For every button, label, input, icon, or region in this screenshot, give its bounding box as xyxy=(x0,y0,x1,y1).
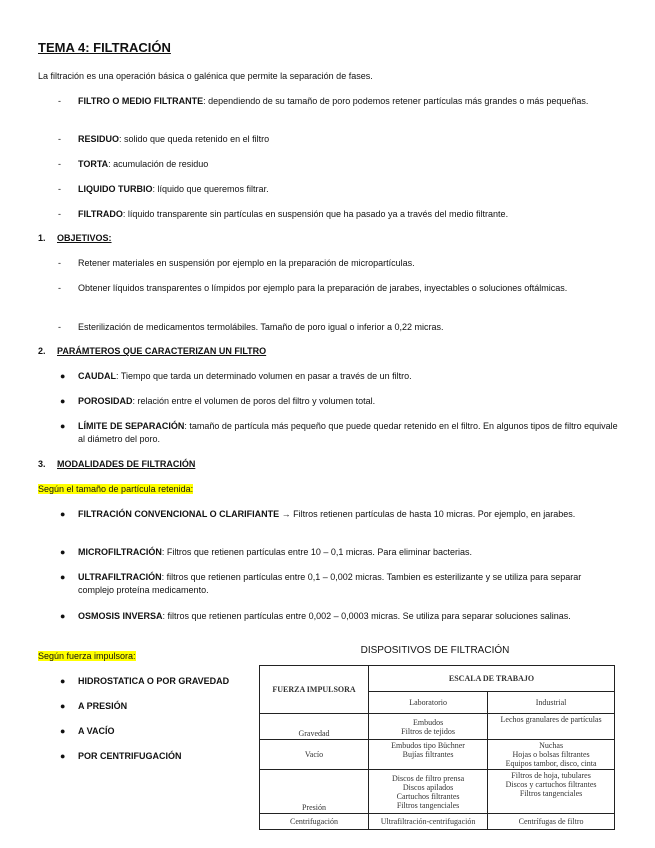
bullet-marker: ● xyxy=(60,396,66,406)
definition-term: RESIDUO xyxy=(78,134,120,144)
dash-marker: - xyxy=(58,322,61,332)
document-page: TEMA 4: FILTRACIÓN La filtración es una operación básica o galénica que permite la separación de fases. - FILTRO O MEDIO FILTRANTE: dependiendo de su tamaño de poro podemos retener partículas más grandes o más pequeñas. - RESIDUO: solido que queda retenido en el filtro - TORTA: acumulación de residuo - LIQUIDO TURBIO: líquido que queremos filtrar. - FILTRADO: líquido transparente sin partículas en suspensión que ha pasado ya a través del medio filtrante. 1. OBJETIVOS: - Retener materiales en suspensión por ejemplo en la preparación de micropartículas. - Obtener líquidos transparentes o límpidos por ejemplo para la preparación de jarabes, inyectables o soluciones oftálmicas. - Esterilización de medicamentos termolábiles. Tamaño de poro igual o inferior a 0,22 micras. 2. PARÁMTEROS QUE CARACTERIZAN UN FILTRO ● CAUDAL: Tiempo que tarda un determinado volumen en pasar a través de un filtro. ● POROSIDAD: relación entre el volumen de poros del filtro y volumen total. ● LÍMITE DE SEPARACIÓN: tamaño de partícula más pequeño que puede quedar retenido en el filtro. En algunos tipos de filtro equivale al diámetro del poro. 3. MODALIDADES DE FILTRACIÓN Según el tamaño de partícula retenida: ● FILTRACIÓN CONVENCIONAL O CLARIFIANTE → Filtros retienen partículas de hasta 10 micras. Por ejemplo, en jarabes. ● MICROFILTRACIÓN: Filtros que retienen partículas entre 10 – 0,1 micras. Para eliminar bacterias. ● ULTRAFILTRACIÓN: filtros que retienen partículas entre 0,1 – 0,002 micras. Tambien es esterilizante y se utiliza para separar complejo proteína medicamento. ● OSMOSIS INVERSA: filtros que retienen partículas entre 0,002 – 0,0003 micras. Se utiliza para separar soluciones salinas. Según fuerza impulsora: ● HIDROSTATICA O POR GRAVEDAD ● A PRESIÓN ● A VACÍO ● POR CENTRIFUGACIÓN DISPOSITIVOS DE FILTRACIÓN FUERZA IMPULSORA ESCALA DE TRABAJO Laboratorio Industrial Gravedad Embudos Filtros de tejidos Lechos granulares de partículas Vacío Embudos tipo Büchner Bujías filtrantes Nuchas Hojas o bolsas filtrantes Equipos tambor, disco, cinta Presión Discos de filtro prensa Discos apilados Cartuchos filtrantes Filtros tangenciales Filtros de hoja, tubulares Discos y cartuchos filtrantes Filtros tangenciales Centrifugación Ultrafiltración-centrifugación Centrífugas de filtro xyxy=(0,0,655,848)
table-row: Centrifugación Ultrafiltración-centrifugación Centrífugas de filtro xyxy=(260,814,615,830)
highlight-fuerza: Según fuerza impulsora: xyxy=(38,651,136,661)
definition-term: FILTRO O MEDIO FILTRANTE xyxy=(78,96,204,106)
bullet-marker: ● xyxy=(60,611,66,621)
table-row: Gravedad Embudos Filtros de tejidos Lechos granulares de partículas xyxy=(260,714,615,740)
definition-term: LIQUIDO TURBIO xyxy=(78,184,153,194)
table-row: Presión Discos de filtro prensa Discos apilados Cartuchos filtrantes Filtros tangenciales Filtros de hoja, tubulares Discos y cartuchos filtrantes Filtros tangenciales xyxy=(260,770,615,814)
bullet-marker: ● xyxy=(60,751,66,761)
dash-marker: - xyxy=(58,209,61,219)
parameter-term: CAUDAL xyxy=(78,371,116,381)
col-escala-header: ESCALA DE TRABAJO xyxy=(369,666,615,692)
devices-table-title: DISPOSITIVOS DE FILTRACIÓN xyxy=(360,645,510,656)
table-row: Vacío Embudos tipo Büchner Bujías filtrantes Nuchas Hojas o bolsas filtrantes Equipos tambor, disco, cinta xyxy=(260,740,615,770)
bullet-marker: ● xyxy=(60,547,66,557)
dash-marker: - xyxy=(58,258,61,268)
dash-marker: - xyxy=(58,184,61,194)
modality-term: FILTRACIÓN CONVENCIONAL O CLARIFIANTE xyxy=(78,509,280,519)
bullet-marker: ● xyxy=(60,371,66,381)
section-heading-parametros: 2. PARÁMTEROS QUE CARACTERIZAN UN FILTRO xyxy=(38,346,267,356)
definition-text: : acumulación de residuo xyxy=(108,159,209,169)
definition-text: : líquido transparente sin partículas en suspensión que ha pasado ya a través del medio filtrante. xyxy=(122,209,509,219)
dash-marker: - xyxy=(58,134,61,144)
definition-text: : líquido que queremos filtrar. xyxy=(152,184,269,194)
bullet-marker: ● xyxy=(60,676,66,686)
dash-marker: - xyxy=(58,96,61,106)
devices-table xyxy=(259,665,615,830)
bullet-marker: ● xyxy=(60,726,66,736)
col-lab-header: Laboratorio xyxy=(369,692,488,714)
section-heading-objetivos: 1. OBJETIVOS: xyxy=(38,233,112,243)
parameter-term: LÍMITE DE SEPARACIÓN xyxy=(78,421,185,431)
highlight-tamano: Según el tamaño de partícula retenida: xyxy=(38,484,194,494)
bullet-marker: ● xyxy=(60,421,66,431)
col-fuerza-header: FUERZA IMPULSORA xyxy=(260,666,369,714)
col-ind-header: Industrial xyxy=(488,692,615,714)
dash-marker: - xyxy=(58,283,61,293)
bullet-marker: ● xyxy=(60,701,66,711)
definition-text: : dependiendo de su tamaño de poro podemos retener partículas más grandes o más pequeñas. xyxy=(203,96,589,106)
intro-paragraph: La filtración es una operación básica o galénica que permite la separación de fases. xyxy=(38,71,373,81)
section-heading-modalidades: 3. MODALIDADES DE FILTRACIÓN xyxy=(38,459,196,469)
dash-marker: - xyxy=(58,159,61,169)
definition-term: FILTRADO xyxy=(78,209,123,219)
definition-term: TORTA xyxy=(78,159,109,169)
modality-term: OSMOSIS INVERSA xyxy=(78,611,163,621)
bullet-marker: ● xyxy=(60,509,66,519)
bullet-marker: ● xyxy=(60,572,66,582)
parameter-term: POROSIDAD xyxy=(78,396,133,406)
modality-term: MICROFILTRACIÓN xyxy=(78,547,162,557)
modality-term: ULTRAFILTRACIÓN xyxy=(78,572,162,582)
definition-text: : solido que queda retenido en el filtro xyxy=(119,134,270,144)
page-title: TEMA 4: FILTRACIÓN xyxy=(38,40,171,55)
